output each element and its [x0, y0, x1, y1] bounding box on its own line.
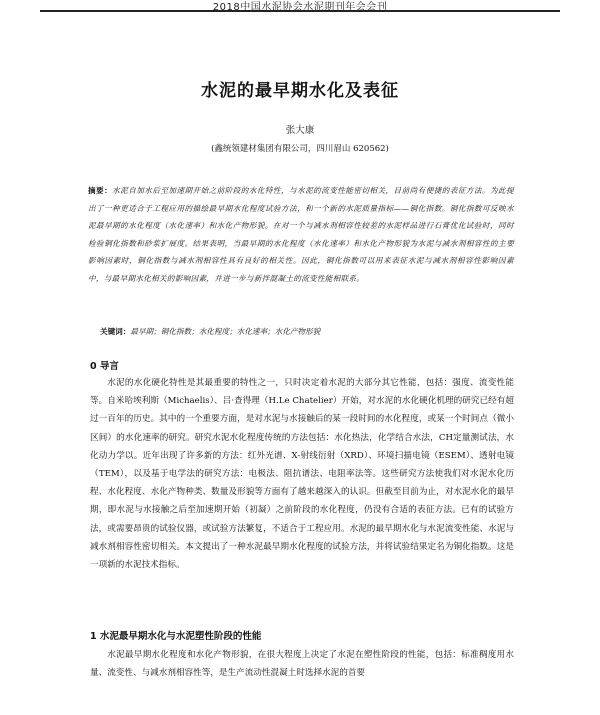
section-paragraph-early-hydration: 水泥最早期水化程度和水化产物形貌，在很大程度上决定了水泥在塑性阶段的性能，包括：标准稠度用水量、流变性、与减水剂相容性等，是生产流动性混凝土时选择水泥的首要	[90, 650, 514, 679]
paper-title: 水泥的最早期水化及表征	[201, 81, 399, 101]
section-paragraph-introduction: 水泥的水化硬化特性是其最重要的特性之一，只时决定着水泥的大部分其它性能，包括：强度、流变性能等。自米哈埃利斯（Michaelis）、吕·查得理（H.Le Chatelier）开始，对水泥的水化硬化机理的研究已经有超过一百年的历史。其中的一个重要方面，是对水泥与水接触后的某一段时间的水化程度，或某一个时间点（微小区间）的水化速率的研究。研究水泥水化程度传统的方法包括：水化热法，化学结合水法，CH定量测试法，水化动力学以。近年出现了许多新的方法：红外光谱、X-射线衍射（XRD）、环境扫描电镜（ESEM）、透射电镜（TEM），以及基于电学法的研究方法：电极法、阻抗谱法、电阻率法等。这些研究方法使我们对水泥水化历程、水化程度、水化产物种类、数量及形貌等方面有了越来越深入的认识。但截至目前为止，对水泥水化的最早期，即水泥与水接触之后至加速期开始（初凝）之前阶段的水化程度，仍没有合适的表征方法。已有的试验方法，或需要昂贵的试验仪器，或试验方法繁复，不适合于工程应用。水泥的最早期水化与水泥流变性能、水泥与减水剂相容性密切相关。本文提出了一种水泥最早期水化程度的试验方法，并将试验结果定名为铜化指数。这是一项新的水泥技术指标。	[90, 378, 514, 571]
keywords-label: 关键词：	[100, 327, 131, 336]
running-header-title: 2018中国水泥协会水泥期刊年会会刊	[212, 2, 388, 13]
author-name: 张大康	[285, 125, 315, 136]
running-header	[40, 0, 560, 12]
section-heading-early-hydration: 1 水泥最早期水化与水泥塑性阶段的性能	[90, 631, 262, 642]
author-affiliation: (鑫统领建材集团有限公司，四川眉山 620562)	[211, 144, 389, 154]
keywords-text: 最早期；铜化指数；水化程度；水化速率；水化产物形貌	[130, 327, 321, 336]
section-heading-introduction: 0 导言	[90, 361, 119, 372]
abstract-text: 水泥自加水后至加速期开始之前阶段的水化特性，与水泥的流变性能密切相关，目前尚有便捷的表征方法。为此提出了一种更适合于工程应用的描绘最早期水化程度试验方法，和一个新的水泥质量指标——铜化指数。铜化指数可反映水泥最早期的水化程度（水化速率）和水化产物形貌。在对一个与减水剂相容性较差的水泥样品进行石膏优化试验时，同时检验铜化指数和砂浆扩展度。结果表明，当最早期的水化程度（水化速率）和水化产物形貌为水泥与减水剂相容性的主要影响因素时，铜化指数与减水剂相容性具有良好的相关性。因此，铜化指数可以用来表征水泥与减水剂相容性影响因素中，与最早期水化相关的影响因素，并进一步与新拌混凝土的流变性能相联系。	[88, 186, 514, 283]
keywords	[100, 326, 520, 337]
abstract-label: 摘要：	[88, 186, 113, 195]
abstract	[88, 182, 514, 288]
